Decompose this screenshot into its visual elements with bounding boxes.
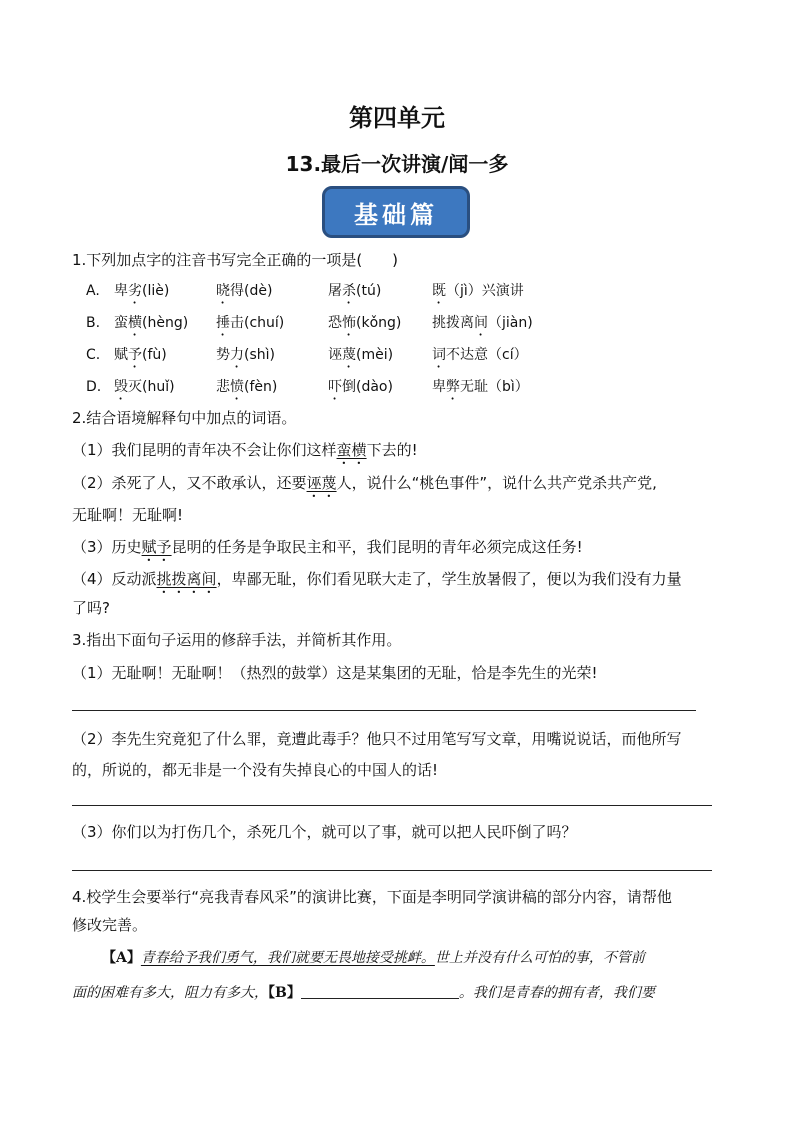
q1-option-item: 挑拨离间（jiàn) [432,315,533,331]
q1-option-item: 既（jì）兴演讲 [432,283,524,299]
q1-option-item: 屠杀(tú) [328,283,382,299]
q1-option-item: 赋予(fù) [114,347,167,363]
q3-sentence-3: （3）你们以为打伤几个，杀死几个，就可以了事，就可以把人民吓倒了吗？ [72,823,577,841]
dotted-char: 毁 [114,379,128,395]
section-badge: 基础篇 [322,186,470,238]
q1-stem: 1.下列加点字的注音书写完全正确的一项是( ) [72,251,399,269]
dotted-char: 予 [128,347,142,363]
q2-stem: 2.结合语境解释句中加点的词语。 [72,409,297,427]
dotted-char: 蔑 [342,347,356,363]
q1-option-item: 捶击(chuí) [216,315,285,331]
q2-sentence-4-cont: 了吗? [72,599,110,617]
dotted-char: 横 [128,315,142,331]
q1-option-item: 晓得(dè) [216,283,273,299]
speech-line-1: 【A】青春给予我们勇气，我们就要无畏地接受挑衅。世上并没有什么可怕的事，不管前 [102,950,645,966]
dotted-char: 弊 [446,379,460,395]
dotted-char: 词 [432,347,446,363]
dotted-char: 愤 [230,379,244,395]
dotted-char: 吓 [328,379,342,395]
speech-line-2: 面的困难有多大，阻力有多大，【B】 。我们是青春的拥有者，我们要 [72,985,655,1001]
dotted-char: 怖 [342,315,356,331]
answer-line-1[interactable] [72,710,696,711]
q1-option-item: 悲愤(fèn) [216,379,278,395]
dotted-char: 间 [474,315,488,331]
answer-line-2[interactable] [72,805,712,806]
q2-word-2: 诬蔑 [306,474,337,492]
q1-option-item: 吓倒(dào) [328,379,393,395]
dotted-char: 劣 [128,283,142,299]
dotted-char: 捶 [216,315,230,331]
q2-sentence-2-cont: 无耻啊！无耻啊! [72,506,184,524]
q3-sentence-2: （2）李先生究竟犯了什么罪，竟遭此毒手？他只不过用笔写写文章，用嘴说说话，而他所写 [72,730,682,748]
dotted-char: 杀 [342,283,356,299]
q2-sentence-3: （3）历史赋予昆明的任务是争取民主和平，我们昆明的青年必须完成这任务! [72,538,583,556]
dotted-char: 力 [230,347,244,363]
q1-option-label: C. [86,347,101,363]
q4-stem: 4.校学生会要举行“亮我青春风采”的演讲比赛，下面是李明同学演讲稿的部分内容，请帮他 [72,888,672,906]
q2-sentence-4: （4）反动派挑拨离间，卑鄙无耻，你们看见联大走了，学生放暑假了，便以为我们没有力量 [72,570,682,588]
q1-option-item: 毁灭(huǐ) [114,379,175,395]
q1-option-item: 卑弊无耻（bì） [432,379,529,395]
mark-b: 【B】 [268,985,301,1001]
blank-b[interactable] [301,983,459,999]
mark-a: 【A】 [102,950,141,966]
answer-line-3[interactable] [72,870,712,871]
q1-option-label: A. [86,283,100,299]
q1-option-item: 词不达意（cí） [432,347,528,363]
unit-title: 第四单元 [349,104,445,132]
q3-sentence-2-cont: 的，所说的，都无非是一个没有失掉良心的中国人的话! [72,761,439,779]
q1-option-item: 诬蔑(mèi) [328,347,394,363]
q3-stem: 3.指出下面句子运用的修辞手法，并简析其作用。 [72,631,402,649]
dotted-char: 晓 [216,283,230,299]
q2-word-4: 挑拨离间 [156,570,217,588]
q2-sentence-2: （2）杀死了人，又不敢承认，还要诬蔑人，说什么“桃色事件”，说什么共产党杀共产党, [72,474,657,492]
q4-stem-cont: 修改完善。 [72,916,148,934]
q2-word-3: 赋予 [141,538,172,556]
q1-option-item: 卑劣(liè) [114,283,170,299]
dotted-char: 既 [432,283,446,299]
sentence-a: 青春给予我们勇气，我们就要无畏地接受挑衅。 [140,950,435,966]
lesson-title: 13.最后一次讲演/闻一多 [285,152,509,176]
q1-option-label: B. [86,315,101,331]
q3-sentence-1: （1）无耻啊！无耻啊！（热烈的鼓掌）这是某集团的无耻，恰是李先生的光荣! [72,664,598,682]
q1-option-item: 蛮横(hèng) [114,315,189,331]
q1-option-item: 势力(shì) [216,347,275,363]
q2-sentence-1: （1）我们昆明的青年决不会让你们这样蛮横下去的! [72,441,418,459]
q1-option-item: 恐怖(kǒng) [328,315,402,331]
q2-word-1: 蛮横 [336,441,367,459]
q1-option-label: D. [86,379,102,395]
